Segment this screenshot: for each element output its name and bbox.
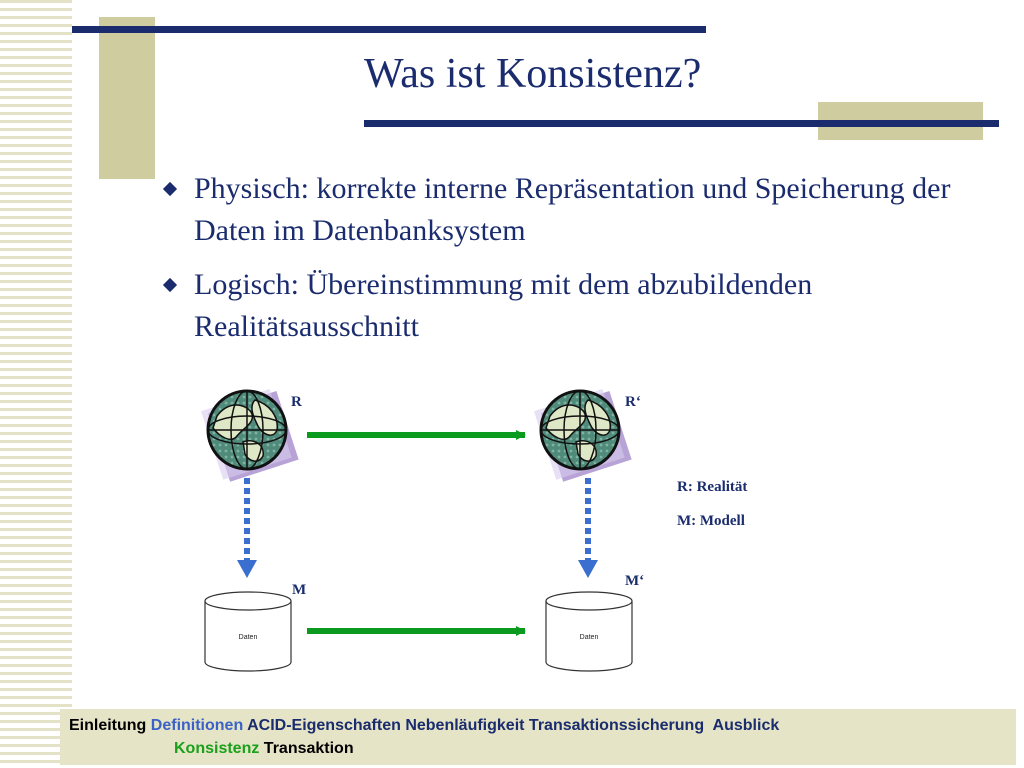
- nav-link-nebenlaeufigkeit[interactable]: Nebenläufigkeit: [405, 717, 525, 734]
- subnav-link-konsistenz[interactable]: Konsistenz: [174, 740, 260, 757]
- db-label: Daten: [579, 634, 599, 641]
- legend-modell: M: Modell: [677, 513, 745, 529]
- bullet-text: Physisch: korrekte interne Repräsentation und Speicherung der Daten im Datenbanksystem: [194, 172, 951, 247]
- nav-link-einleitung[interactable]: Einleitung: [69, 717, 147, 734]
- database-icon: [205, 592, 291, 671]
- database-icon: [546, 592, 632, 671]
- label-m-prime: M‘: [625, 573, 645, 589]
- db-label: Daten: [238, 634, 258, 641]
- globe-icon: [534, 389, 632, 482]
- bullet-text: Logisch: Übereinstimmung mit dem abzubildenden Realitätsausschnitt: [194, 268, 813, 343]
- label-r-prime: R‘: [625, 394, 641, 410]
- subnav-link-transaktion[interactable]: Transaktion: [263, 740, 354, 757]
- slide-title: Was ist Konsistenz?: [364, 51, 702, 97]
- label-r: R: [291, 394, 302, 410]
- legend-realitaet: R: Realität: [677, 479, 748, 495]
- arrow-down-dotted-icon: [578, 478, 598, 578]
- nav-link-ausblick[interactable]: Ausblick: [712, 717, 780, 734]
- globe-icon: [201, 389, 299, 482]
- arrow-down-dotted-icon: [237, 478, 257, 578]
- nav-link-acid-eigenschaften[interactable]: ACID-Eigenschaften: [247, 717, 401, 734]
- footer-nav-sub: [174, 740, 354, 758]
- label-m: M: [292, 582, 307, 598]
- nav-link-definitionen[interactable]: Definitionen: [150, 717, 244, 734]
- footer-nav-bar: [60, 709, 1016, 765]
- footer-nav-main: [69, 717, 779, 735]
- nav-link-transaktionssicherung[interactable]: Transaktionssicherung: [528, 717, 705, 734]
